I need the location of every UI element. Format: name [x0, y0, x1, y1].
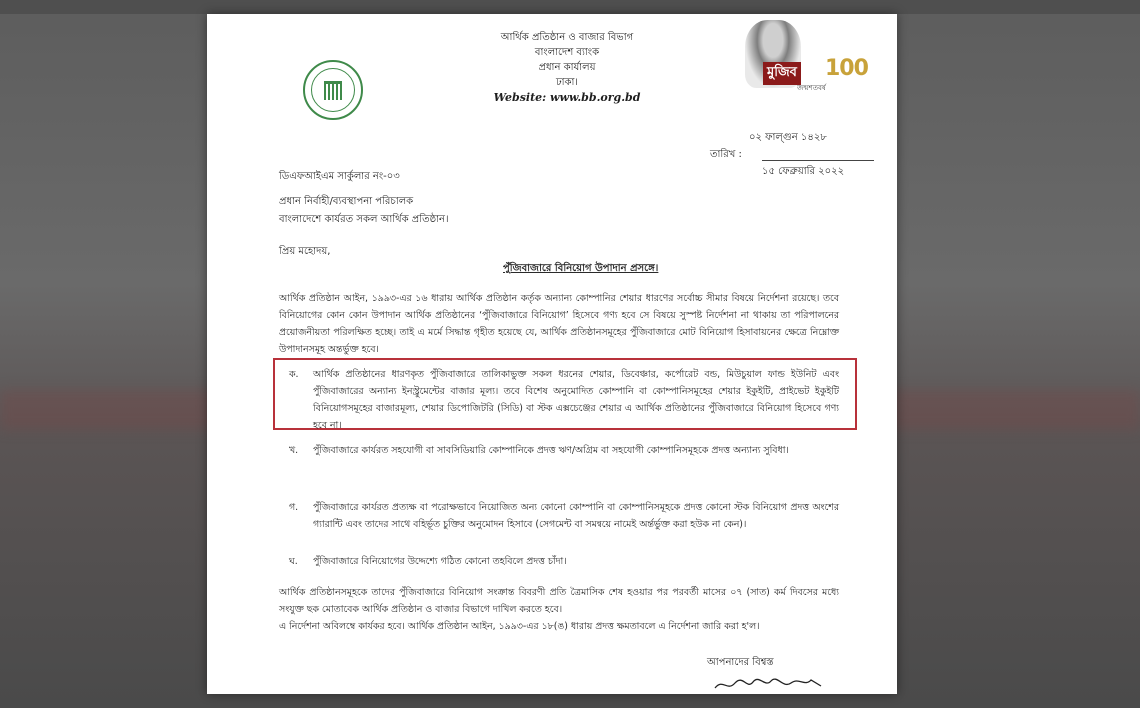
recipient-line-2: বাংলাদেশে কার্যরত সকল আর্থিক প্রতিষ্ঠান। — [279, 214, 449, 225]
mujib-100-emblem — [735, 16, 875, 98]
body-paragraph-3: এ নির্দেশনা অবিলম্বে কার্যকর হবে। আর্থিক প্রতিষ্ঠান আইন, ১৯৯৩-এর ১৮(ঙ) ধারায় প্রদত্ত ক্ষমতাবলে এ নির্দেশনা জারি করা হ'ল। — [279, 621, 760, 632]
body-paragraph-1: আর্থিক প্রতিষ্ঠান আইন, ১৯৯৩-এর ১৬ ধারায় আর্থিক প্রতিষ্ঠান কর্তৃক অন্যান্য কোম্পানির শেয়ার ধারণের সর্বোচ্চ সীমার বিষয়ে নির্দেশনা রয়েছে। তবে বিনিয়োগের কোন কোন উপাদান আর্থিক প্রতিষ্ঠানের ‘পুঁজিবাজারে বিনিয়োগ’ হিসেবে গণ্য হবে সে বিষয়ে সুস্পষ্ট নির্দেশনা না থাকায় তা পরিপালনের প্রয়োজনীয়তা পরিলক্ষিত হচ্ছে। তাই এ মর্মে সিদ্ধান্ত গৃহীত হয়েছে যে, আর্থিক প্রতিষ্ঠানসমূহের পুঁজিবাজারে মোট বিনিয়োগ হিসাবায়নের ক্ষেত্রে নিম্নোক্ত উপাদানসমূহ অন্তর্ভুক্ত হবে। — [279, 293, 839, 355]
list-item-marker: গ. — [289, 502, 299, 513]
office-name: প্রধান কার্যালয় — [538, 62, 596, 73]
city-name: ঢাকা। — [555, 77, 579, 88]
recipient-line-1: প্রধান নির্বাহী/ব্যবস্থাপনা পরিচালক — [279, 196, 414, 207]
department-name: আর্থিক প্রতিষ্ঠান ও বাজার বিভাগ — [500, 32, 634, 43]
list-item-marker: খ. — [289, 445, 299, 456]
list-item-marker: ঘ. — [289, 556, 298, 567]
list-item-text: আর্থিক প্রতিষ্ঠানের ধারণকৃত পুঁজিবাজারে তালিকাভুক্ত সকল ধরনের শেয়ার, ডিবেঞ্চার, কর্পোরেট বন্ড, মিউচুয়াল ফান্ড ইউনিট এবং পুঁজিবাজারের অন্যান্য ইনস্ট্রুমেন্টের বাজার মূল্য। তবে বিশেষ অনুমোদিত কোম্পানি বা কোম্পানিসমূহের শেয়ার ইকুইটি, প্রাইভেট ইকুইটি বিনিয়োগসমূহের বাজারমূল্য, শেয়ার ডিপোজিটরি (সিডি) বা স্টক এক্সচেঞ্জের শেয়ার এ আর্থিক প্রতিষ্ঠানের পুঁজিবাজারে বিনিয়োগ হিসেবে গণ্য হবে না। — [313, 369, 839, 431]
letterhead — [447, 30, 687, 105]
closing-line: আপনাদের বিশ্বস্ত — [707, 657, 774, 668]
bengali-date: ০২ ফাল্গুন ১৪২৮ — [749, 132, 827, 143]
date-label: তারিখ : — [710, 149, 742, 160]
bank-name: বাংলাদেশ ব্যাংক — [534, 47, 600, 58]
website-link[interactable]: Website: www.bb.org.bd — [493, 91, 641, 104]
body-paragraph-2: আর্থিক প্রতিষ্ঠানসমূহকে তাদের পুঁজিবাজারে বিনিয়োগ সংক্রান্ত বিবরণী প্রতি ত্রৈমাসিক শেষ হওয়ার পর পরবর্তী মাসের ০৭ (সাত) কর্ম দিবসের মধ্যে সংযুক্ত ছক মোতাবেক আর্থিক প্রতিষ্ঠান ও বাজার বিভাগে দাখিল করতে হবে। — [279, 587, 839, 615]
circular-document-page — [207, 14, 897, 694]
bangladesh-bank-seal-icon — [303, 60, 363, 120]
list-item-text: পুঁজিবাজারে কার্যরত সহযোগী বা সাবসিডিয়ারি কোম্পানিকে প্রদত্ত ঋণ/অগ্রিম বা সহযোগী কোম্পানিসমূহকে প্রদত্ত অন্যান্য সুবিধা। — [313, 445, 789, 456]
list-item-text: পুঁজিবাজারে কার্যরত প্রত্যক্ষ বা পরোক্ষভাবে নিয়োজিত অন্য কোনো কোম্পানি বা কোম্পানিসমূহকে প্রদত্ত কোনো স্টক বিনিয়োগ প্রদত্ত অংশের গ্যারান্টি এবং তাদের সাথে বহির্ভূত চুক্তির অনুমোদন হিসাবে (সেগমেন্ট বা সমন্বয়ে নামেই অর্ন্তর্ভুক্ত করা হউক না কেন)। — [313, 502, 839, 530]
circular-reference: ডিএফআইএম সার্কুলার নং-০৩ — [279, 171, 400, 182]
gregorian-date: ১৫ ফেব্রুয়ারি ২০২২ — [762, 166, 845, 177]
emblem-hundred: 100 — [825, 56, 868, 81]
emblem-word: মুজিব — [763, 62, 801, 85]
handwritten-signature-icon — [713, 674, 825, 694]
list-item-text: পুঁজিবাজারে বিনিয়োগের উদ্দেশ্যে গঠিত কোনো তহবিলে প্রদত্ত চাঁদা। — [313, 556, 567, 567]
emblem-sub: জন্মশতবর্ষ — [797, 84, 826, 92]
date-divider — [762, 160, 874, 161]
list-item-marker: ক. — [289, 369, 299, 380]
seal-building-icon — [324, 81, 342, 100]
background-top-band — [0, 0, 1140, 14]
salutation: প্রিয় মহোদয়, — [279, 246, 331, 257]
subject-line: পুঁজিবাজারে বিনিয়োগ উপাদান প্রসঙ্গে। — [503, 263, 659, 274]
